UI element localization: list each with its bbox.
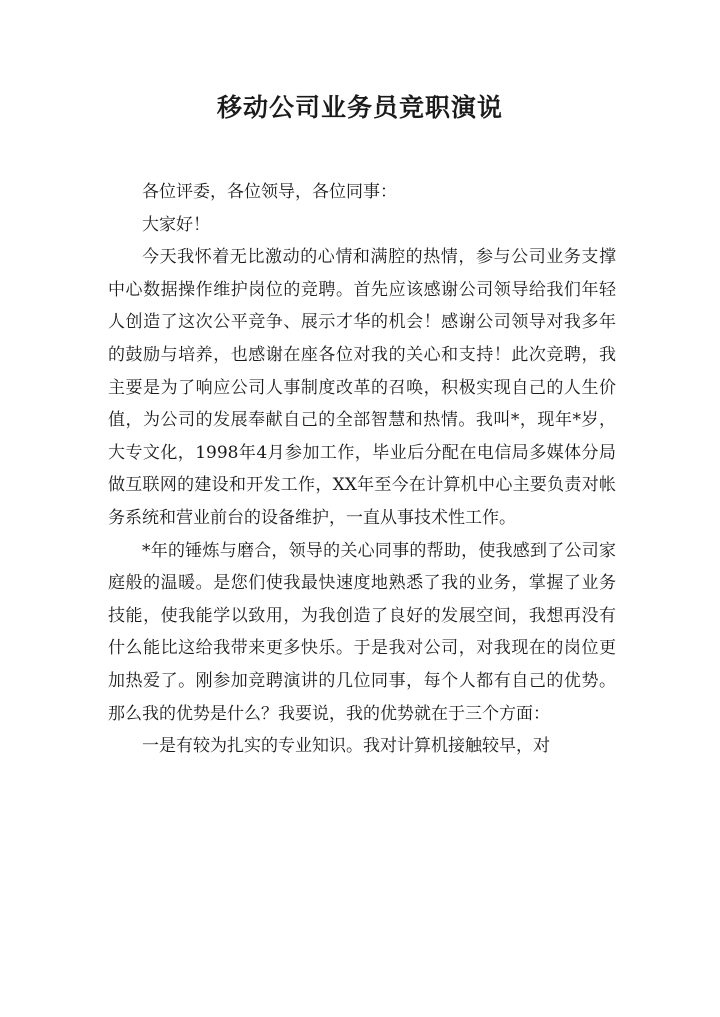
paragraph-introduction: 今天我怀着无比激动的心情和满腔的热情，参与公司业务支撑中心数据操作维护岗位的竞聘。首先应该感谢公司领导给我们年轻人创造了这次公平竞争、展示才华的机会！感谢公司领导对我多年的鼓励与培养，也感谢在座各位对我的关心和支持！此次竞聘，我主要是为了响应公司人事制度改革的召唤，积极实现自己的人生价值，为公司的发展奉献自己的全部智慧和热情。我叫*，现年*岁，大专文化，1998年4月参加工作，毕业后分配在电信局多媒体分局做互联网的建设和开发工作，XX年至今在计算机中心主要负责对帐务系统和营业前台的设备维护，一直从事技术性工作。: [108, 247, 616, 528]
paragraph-greeting: 各位评委，各位领导，各位同事：: [142, 182, 397, 202]
paragraph-experience: *年的锤炼与磨合，领导的关心同事的帮助，使我感到了公司家庭般的温暖。是您们使我最快速度地熟悉了我的业务，掌握了业务技能，使我能学以致用，为我创造了良好的发展空间，我想再没有什么能比这给我带来更多快乐。于是我对公司，对我现在的岗位更加热爱了。刚参加竞聘演讲的几位同事，每个人都有自己的优势。那么我的优势是什么？我要说，我的优势就在于三个方面：: [108, 540, 616, 724]
document-title: 移动公司业务员竞职演说: [216, 93, 503, 122]
paragraph-advantage-one: 一是有较为扎实的专业知识。我对计算机接触较早，对: [142, 736, 550, 757]
paragraph-hello: 大家好！: [142, 214, 210, 235]
document-body: [108, 176, 616, 763]
